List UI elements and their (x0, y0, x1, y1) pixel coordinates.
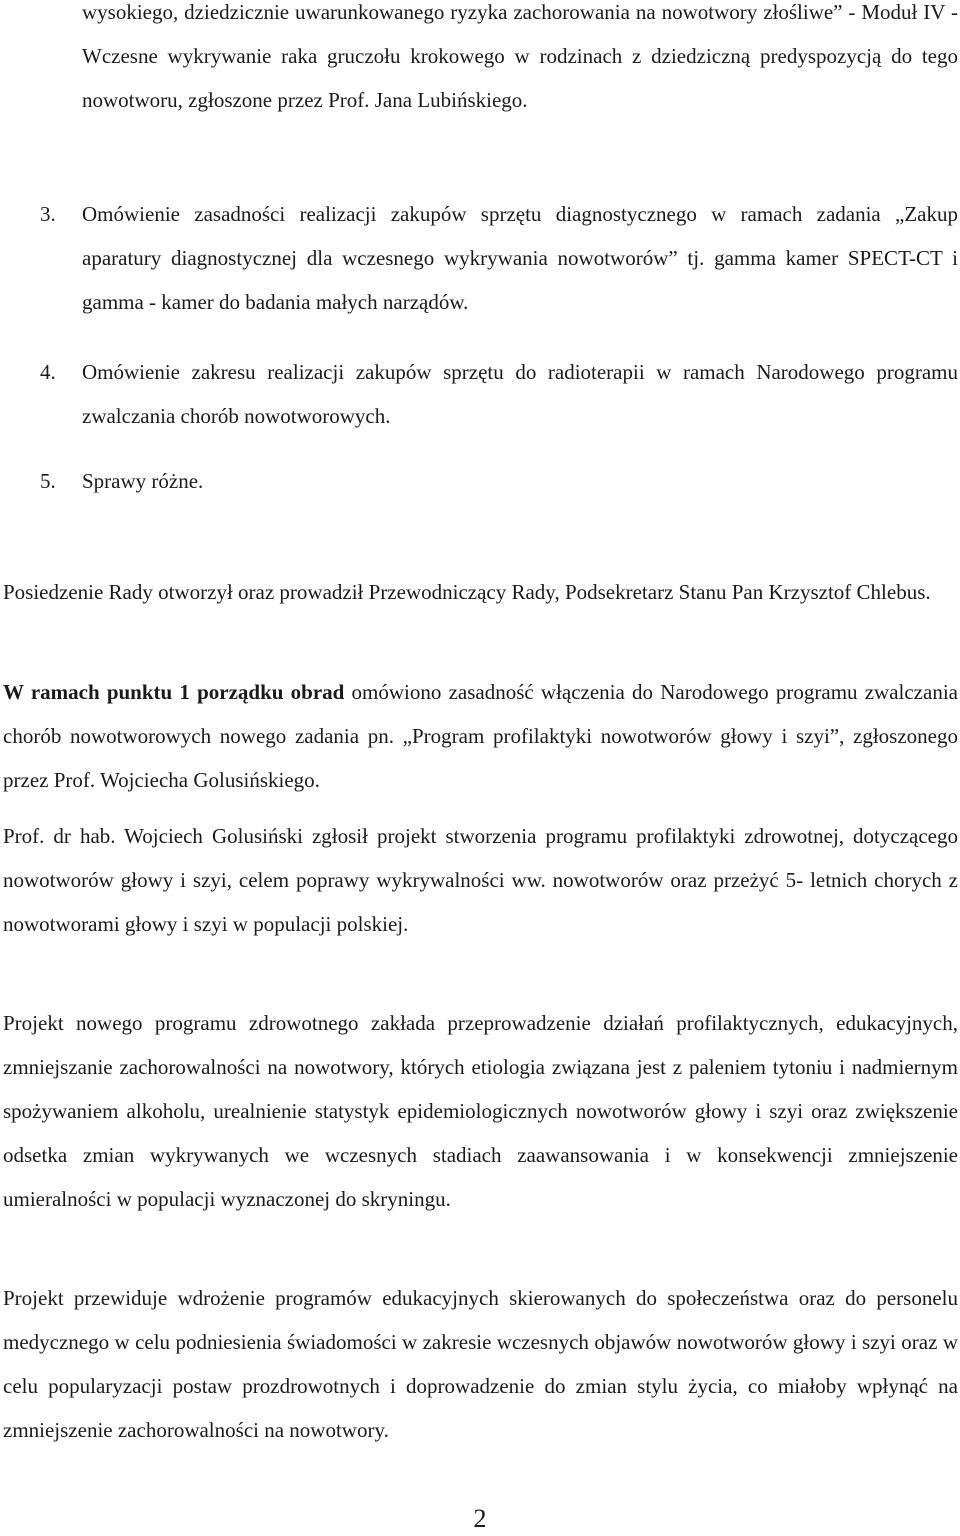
paragraph-program-assumptions: Projekt nowego programu zdrowotnego zakłada przeprowadzenie działań profilaktycznych, edukacyjnych, zmniejszanie zachorowalności na nowotwory, których etiologia związana jest z paleniem tytoniu i nadmiernym spożywaniem alkoholu, urealnienie statystyk epidemiologicznych nowotworów głowy i szyi oraz zwiększenie odsetka zmian wykrywanych we wczesnych stadiach zaawansowania i w konsekwencji zmniejszenie umieralności w populacji wyznaczonej do skryningu. (3, 1011, 958, 1211)
agenda-item-2-continuation: wysokiego, dziedzicznie uwarunkowanego ryzyka zachorowania na nowotwory złośliwe” - Moduł IV - Wczesne wykrywanie raka gruczołu krokowego w rodzinach z dziedziczną predyspozycją do tego nowotworu, zgłoszone przez Prof. Jana Lubińskiego. (82, 0, 958, 112)
agenda-item-5-text: Sprawy różne. (82, 469, 204, 493)
agenda-item-5-number: 5. (40, 469, 56, 493)
agenda-item-4-number: 4. (40, 360, 56, 384)
agenda-item-3-number: 3. (40, 202, 56, 226)
paragraph-agenda-point-1 (3, 670, 958, 802)
agenda-item-4-text: Omówienie zakresu realizacji zakupów sprzętu do radioterapii w ramach Narodowego programu zwalczania chorób nowotworowych. (82, 360, 958, 428)
paragraph-agenda-point-1-body: omówiono zasadność włączenia do Narodowego programu zwalczania chorób nowotworowych nowego zadania pn. „Program profilaktyki nowotworów głowy i szyi”, zgłoszonego przez Prof. Wojciecha Golusińskiego. (3, 680, 958, 792)
paragraph-agenda-point-1-lead: W ramach punktu 1 porządku obrad (3, 680, 345, 704)
page-number: 2 (473, 1504, 487, 1533)
agenda-item-3-text: Omówienie zasadności realizacji zakupów sprzętu diagnostycznego w ramach zadania „Zakup aparatury diagnostycznej dla wczesnego wykrywania nowotworów” tj. gamma kamer SPECT-CT i gamma - kamer do badania małych narządów. (82, 202, 958, 314)
paragraph-council-opening: Posiedzenie Rady otworzył oraz prowadził Przewodniczący Rady, Podsekretarz Stanu Pan Krzysztof Chlebus. (3, 580, 931, 604)
paragraph-golusinski-proposal: Prof. dr hab. Wojciech Golusiński zgłosił projekt stworzenia programu profilaktyki zdrowotnej, dotyczącego nowotworów głowy i szyi, celem poprawy wykrywalności ww. nowotworów oraz przeżyć 5- letnich chorych z nowotworami głowy i szyi w populacji polskiej. (3, 824, 958, 936)
paragraph-education-programs: Projekt przewiduje wdrożenie programów edukacyjnych skierowanych do społeczeństwa oraz do personelu medycznego w celu podniesienia świadomości w zakresie wczesnych objawów nowotworów głowy i szyi oraz w celu popularyzacji postaw prozdrowotnych i doprowadzenie do zmian stylu życia, co miałoby wpłynąć na zmniejszenie zachorowalności na nowotwory. (3, 1286, 958, 1442)
